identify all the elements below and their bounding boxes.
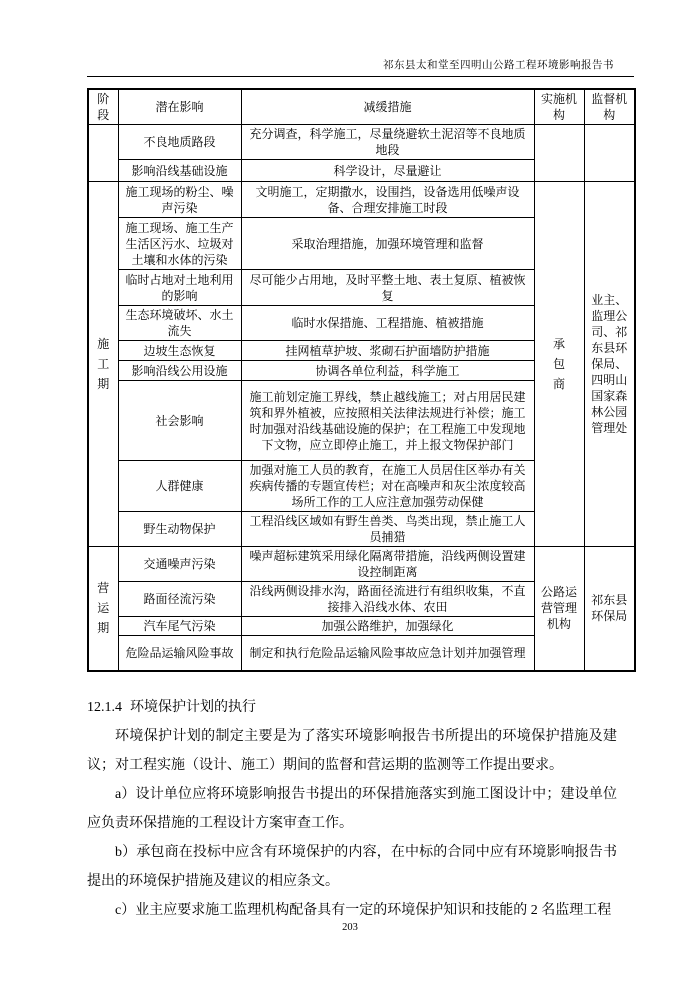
paragraph: c）业主应要求施工监理机构配备具有一定的环境保护知识和技能的 2 名监理工程 <box>115 902 612 918</box>
page-content <box>87 57 634 925</box>
measure-cell: 充分调查，科学施工，尽量绕避软土泥沼等不良地质地段 <box>241 125 534 160</box>
paragraph: 环境保护计划的制定主要是为了落实环境影响报告书所提出的环境保护措施及建议；对工程实施（设计、施工）期间的监督和营运期的监测等工作提出要求。 <box>87 728 617 773</box>
impact-cell: 交通噪声污染 <box>118 547 241 582</box>
stage-label: 营运期 <box>97 581 110 636</box>
measure-cell: 文明施工，定期撒水，设围挡，设备选用低噪声设备、合理安排施工时段 <box>241 182 534 218</box>
section-body <box>87 722 617 925</box>
impact-cell: 危险品运输风险事故 <box>118 636 241 671</box>
header-title: 祁东县太和堂至四明山公路工程环境影响报告书 <box>383 60 614 71</box>
measure-cell: 施工前划定施工界线，禁止越线施工；对占用居民建筑和界外植被，应按照相关法律法规进行补偿；施工时加强对沿线基础设施的保护；在工程施工中发现地下文物，应立即停止施工，并上报文物保护部门 <box>241 381 534 461</box>
measure-cell: 加强对施工人员的教育，在施工人员居住区举办有关疾病传播的专题宣传栏；对在高噪声和灰尘浓度较高场所工作的工人应注意加强劳动保健 <box>241 461 534 512</box>
stage-label: 施工期 <box>97 337 110 391</box>
section-title: 环境保护计划的执行 <box>130 699 256 715</box>
header-cell-stage: 阶段 <box>88 89 118 125</box>
impact-cell: 野生动物保护 <box>118 512 241 547</box>
measure-cell: 尽可能少占用地，及时平整土地、表土复原、植被恢复 <box>241 270 534 306</box>
measure-cell: 挂网植草护坡、浆砌石护面墙防护措施 <box>241 341 534 361</box>
paragraph: b）承包商在投标中应含有环境保护的内容，在中标的合同中应有环境影响报告书提出的环境保护措施及建议的相应条文。 <box>87 844 617 889</box>
header-cell-supervisor: 监督机构 <box>584 89 635 125</box>
implementer-cell <box>534 125 584 182</box>
impact-cell: 影响沿线基础设施 <box>118 160 241 182</box>
measure-cell: 噪声超标建筑采用绿化隔离带措施，沿线两侧设置建设控制距离 <box>241 547 534 582</box>
page-header <box>87 57 634 77</box>
impact-cell: 影响沿线公用设施 <box>118 361 241 381</box>
mitigation-measures-table <box>87 88 636 672</box>
section-heading <box>87 698 634 718</box>
table-row <box>88 182 635 218</box>
section-number: 12.1.4 <box>87 699 122 715</box>
impact-cell: 汽车尾气污染 <box>118 617 241 636</box>
measure-cell: 临时水保措施、工程措施、植被措施 <box>241 306 534 341</box>
measure-cell: 沿线两侧设排水沟，路面径流进行有组织收集，不直接排入沿线水体、农田 <box>241 582 534 617</box>
impact-cell: 临时占地对土地利用的影响 <box>118 270 241 306</box>
paragraph: a）设计单位应将环境影响报告书提出的环保措施落实到施工图设计中；建设单位应负责环保措施的工程设计方案审查工作。 <box>87 786 617 831</box>
stage-cell <box>88 547 118 671</box>
impact-cell: 施工现场、施工生产生活区污水、垃圾对土壤和水体的污染 <box>118 218 241 270</box>
stage-cell <box>88 182 118 547</box>
measure-cell: 协调各单位利益，科学施工 <box>241 361 534 381</box>
implementer-cell: 公路运营管理机构 <box>534 547 584 671</box>
page-number: 203 <box>342 922 358 933</box>
supervisor-cell <box>584 125 635 182</box>
impact-cell: 生态环境破坏、水土流失 <box>118 306 241 341</box>
impact-cell: 边坡生态恢复 <box>118 341 241 361</box>
measure-cell: 加强公路维护，加强绿化 <box>241 617 534 636</box>
measure-cell: 工程沿线区域如有野生兽类、鸟类出现，禁止施工人员捕猎 <box>241 512 534 547</box>
measure-cell: 制定和执行危险品运输风险事故应急计划并加强管理 <box>241 636 534 671</box>
supervisor-cell: 祁东县环保局 <box>584 547 635 671</box>
measure-cell: 采取治理措施，加强环境管理和监督 <box>241 218 534 270</box>
supervisor-cell: 业主、监理公司、祁东县环保局、四明山国家森林公园管理处 <box>584 182 635 547</box>
impact-cell: 社会影响 <box>118 381 241 461</box>
table-header-row <box>88 89 635 125</box>
header-cell-measure: 减缓措施 <box>241 89 534 125</box>
implementer-cell <box>534 182 584 547</box>
table-row <box>88 125 635 160</box>
table-row <box>88 547 635 582</box>
stage-cell <box>88 125 118 182</box>
impact-cell: 路面径流污染 <box>118 582 241 617</box>
impact-cell: 人群健康 <box>118 461 241 512</box>
measure-cell: 科学设计，尽量避让 <box>241 160 534 182</box>
impact-cell: 不良地质路段 <box>118 125 241 160</box>
impact-cell: 施工现场的粉尘、噪声污染 <box>118 182 241 218</box>
header-cell-impact: 潜在影响 <box>118 89 241 125</box>
header-cell-implementer: 实施机构 <box>534 89 584 125</box>
implementer-label: 承包商 <box>552 337 565 391</box>
